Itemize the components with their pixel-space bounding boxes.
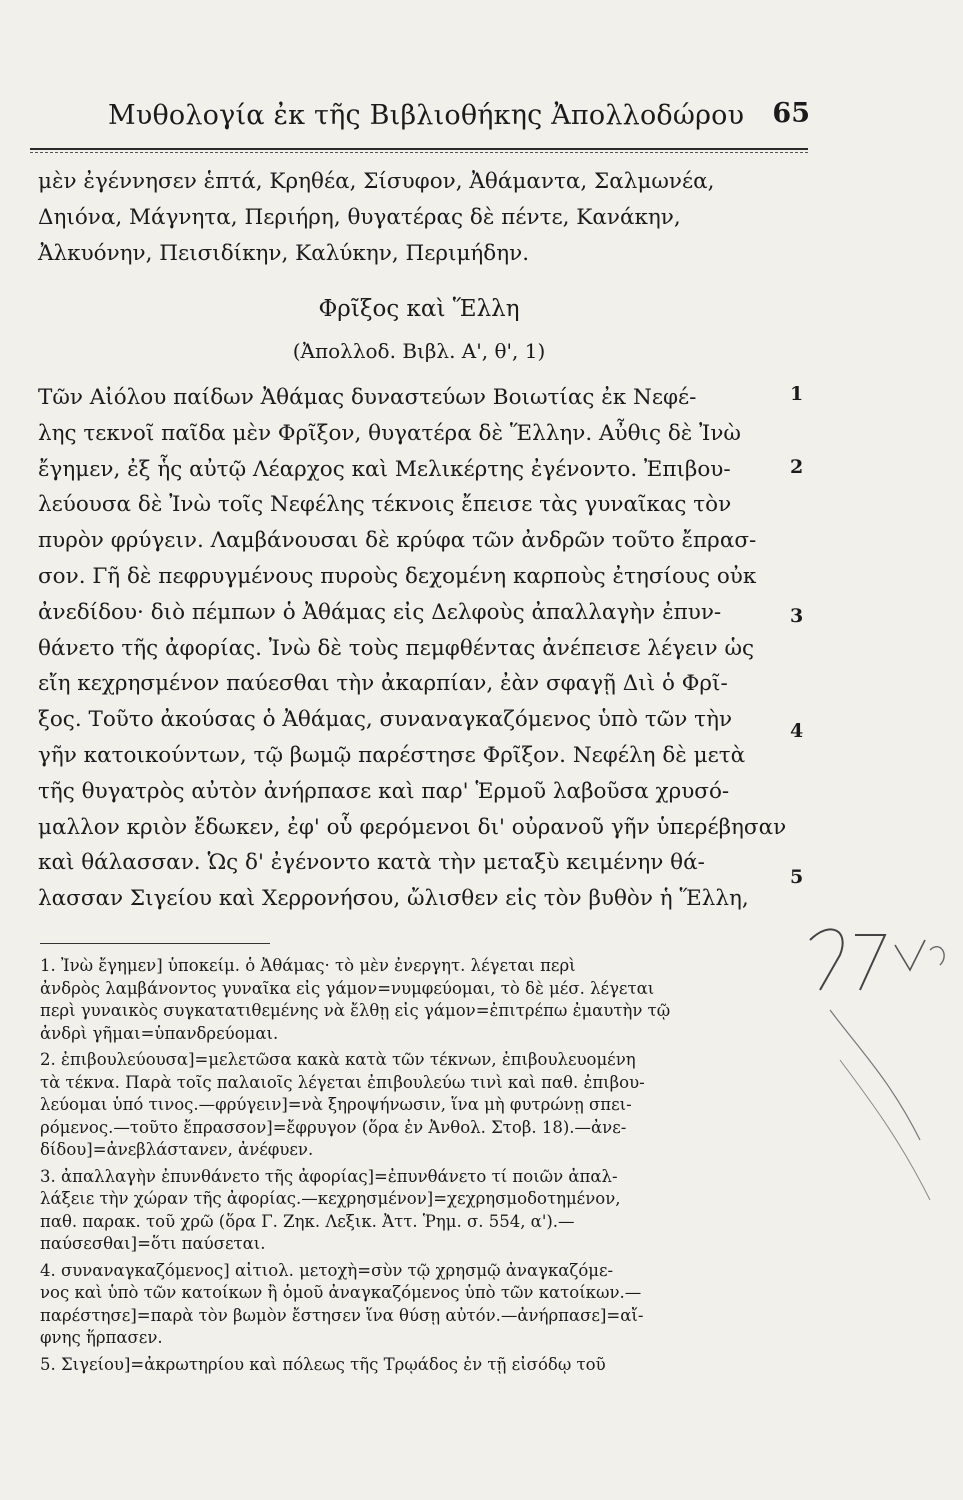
footnote-line: ἀνδρὶ γῆμαι=ὑπανδρεύομαι. [40,1023,279,1043]
footnotes [40,955,810,1376]
text-line: πυρὸν φρύγειν. Λαμβάνουσαι δὲ κρύφα τῶν ἀνδρῶν τοῦτο ἔπρασ- [38,528,757,554]
footnote-line: φνης ἥρπασεν. [40,1328,163,1347]
handwritten-scribble [800,900,960,1220]
footnote-line: δίδου]=ἀνεβλάστανεν, ἀνέφυεν. [40,1140,314,1159]
text-line: τῆς θυγατρὸς αὐτὸν ἀνήρπασε καὶ παρ' Ἑρμοῦ λαβοῦσα χρυσό- [38,778,730,804]
footnote-line: τὰ τέκνα. Παρὰ τοῖς παλαιοῖς λέγεται ἐπιβουλεύω τινὶ καὶ παθ. ἐπιβου- [40,1072,645,1092]
footnote-line: παρέστησε]=παρὰ τὸν βωμὸν ἔστησεν ἵνα θύσῃ αὐτόν.—ἀνήρπασε]=αἴ- [40,1305,644,1325]
footnote-line: περὶ γυναικὸς συγκατατιθεμένης νὰ ἔλθῃ εἰς γάμον=ἐπιτρέπω ἐμαυτὴν τῷ [40,1001,671,1020]
text-line: λασσαν Σιγείου καὶ Χερρονήσου, ὤλισθεν εἰς τὸν βυθὸν ἡ Ἕλλη, [38,886,749,912]
margin-number: 3 [790,605,804,627]
footnote-line: παύσεσθαι]=ὅτι παύσεται. [40,1234,266,1253]
text-line: Δηιόνα, Μάγνητα, Περιήρη, θυγατέρας δὲ πέντε, Κανάκην, [38,204,681,230]
footnote-rule [40,943,270,944]
section-reference: (Ἀπολλοδ. Βιβλ. Α', θ', 1) [292,339,546,363]
text-line: μαλλον κριὸν ἔδωκεν, ἐφ' οὗ φερόμενοι δι' οὐρανοῦ γῆν ὑπερέβησαν [38,814,787,840]
footnote-line: παθ. παρακ. τοῦ χρῶ (ὅρα Γ. Ζηκ. Λεξικ. Ἀττ. Ῥημ. σ. 554, α').— [40,1211,575,1231]
text-line: ἀνεδίδου· διὸ πέμπων ὁ Ἀθάμας εἰς Δελφοὺς ἀπαλλαγὴν ἐπυν- [38,599,722,625]
text-line: γῆν κατοικούντων, τῷ βωμῷ παρέστησε Φρῖξον. Νεφέλη δὲ μετὰ [38,742,746,768]
section-title: Φρῖξος καὶ Ἕλλη [318,296,520,322]
footnote-line: 1. Ἰνὼ ἔγημεν] ὑποκείμ. ὁ Ἀθάμας· τὸ μὲν ἐνεργητ. λέγεται περὶ [40,956,576,975]
text-line: ξος. Τοῦτο ἀκούσας ὁ Ἀθάμας, συναναγκαζόμενος ὑπὸ τῶν τὴν [38,707,733,733]
margin-number: 1 [790,383,804,405]
footnote-line: ἀνδρὸς λαμβάνοντος γυναῖκα εἰς γάμον=νυμφεύομαι, τὸ δὲ μέσ. λέγεται [40,978,655,998]
footnote-line: νος καὶ ὑπὸ τῶν κατοίκων ἢ ὁμοῦ ἀναγκαζόμενος ὑπὸ τῶν κατοίκων.— [40,1283,642,1302]
page-number: 65 [772,98,810,129]
text-line: καὶ θάλασσαν. Ὡς δ' ἐγένοντο κατὰ τὴν μεταξὺ κειμένην θά- [38,850,705,876]
margin-number: 5 [790,866,804,888]
header-rule [30,148,808,150]
margin-number: 4 [790,720,804,742]
footnote-line: λάξειε τὴν χώραν τῆς ἀφορίας.—κεχρησμένον]=χεχρησμοδοτημένον, [40,1189,621,1208]
header-title: Μυθολογία ἐκ τῆς Βιβλιοθήκης Ἀπολλοδώρου [108,100,745,131]
footnote-line: 5. Σιγείου]=ἀκρωτηρίου καὶ πόλεως τῆς Τρῳάδος ἐν τῇ εἰσόδῳ τοῦ [40,1354,606,1374]
header-rule-dashed [30,152,808,153]
footnote-line: 2. ἐπιβουλεύουσα]=μελετῶσα κακὰ κατὰ τῶν τέκνων, ἐπιβουλευομένη [40,1050,636,1069]
text-line: σον. Γῆ δὲ πεφρυγμένους πυροὺς δεχομένη καρποὺς ἐτησίους οὐκ [38,563,757,589]
intro-paragraph [38,164,800,271]
text-line: λεύουσα δὲ Ἰνὼ τοῖς Νεφέλης τέκνοις ἔπεισε τὰς γυναῖκας τὸν [38,492,732,518]
text-line: θάνετο τῆς ἀφορίας. Ἰνὼ δὲ τοὺς πεμφθέντας ἀνέπεισε λέγειν ὡς [38,635,755,661]
text-line: μὲν ἐγέννησεν ἑπτά, Κρηθέα, Σίσυφον, Ἀθάμαντα, Σαλμωνέα, [38,169,715,194]
running-header [98,96,810,146]
text-line: Ἀλκυόνην, Πεισιδίκην, Καλύκην, Περιμήδην. [38,240,530,266]
margin-number: 2 [790,456,804,478]
text-line: λης τεκνοῖ παῖδα μὲν Φρῖξον, θυγατέρα δὲ Ἕλλην. Αὖθις δὲ Ἰνὼ [38,420,741,446]
footnote-line: 4. συναναγκαζόμενος] αἰτιολ. μετοχὴ=σὺν τῷ χρησμῷ ἀναγκαζόμε- [40,1260,614,1280]
body-paragraph [38,380,818,917]
footnote-line: 3. ἀπαλλαγὴν ἐπυνθάνετο τῆς ἀφορίας]=ἐπυνθάνετο τί ποιῶν ἀπαλ- [40,1166,618,1186]
footnote-line: ρόμενος.—τοῦτο ἔπρασσον]=ἔφρυγον (ὅρα ἐν Ἀνθολ. Στοβ. 18).—ἀνε- [40,1117,627,1137]
text-line: ἔγημεν, ἐξ ἧς αὐτῷ Λέαρχος καὶ Μελικέρτης ἐγένοντο. Ἐπιβου- [38,456,731,482]
footnote-line: λεύομαι ὑπό τινος.—φρύγειν]=νὰ ξηροψήνωσιν, ἵνα μὴ φυτρώνῃ σπει- [40,1095,632,1114]
text-line: εἴη κεχρησμένον παύεσθαι τὴν ἀκαρπίαν, ἐὰν σφαγῇ Διὶ ὁ Φρῖ- [38,671,728,697]
text-line: Τῶν Αἰόλου παίδων Ἀθάμας δυναστεύων Βοιωτίας ἐκ Νεφέ- [38,385,697,410]
